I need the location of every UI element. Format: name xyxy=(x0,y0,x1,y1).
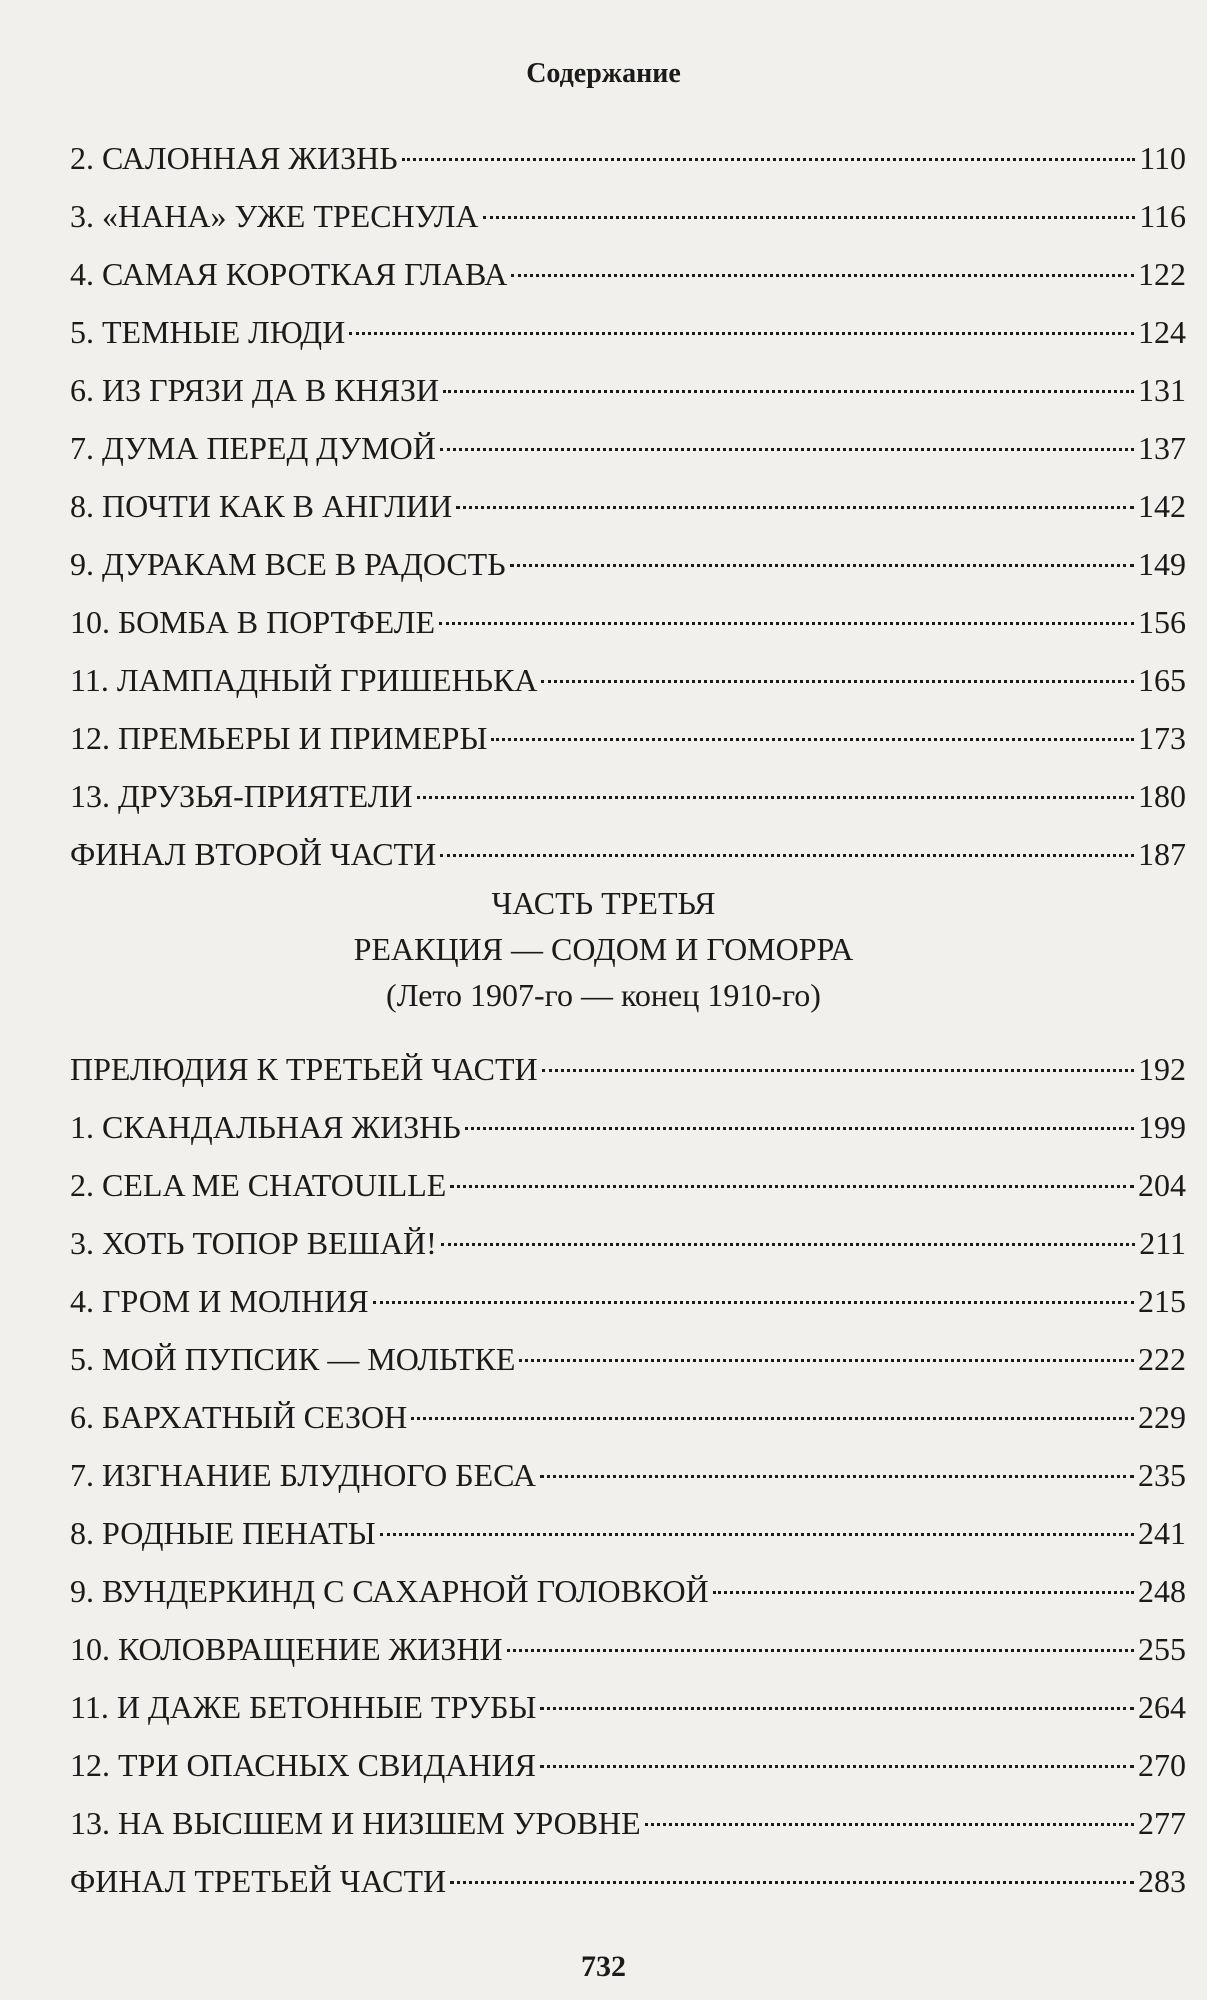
toc-entry-title: 13. ДРУЗЬЯ-ПРИЯТЕЛИ xyxy=(70,778,413,814)
dot-leader xyxy=(440,448,1134,451)
toc-entry-title: 5. ТЕМНЫЕ ЛЮДИ xyxy=(70,314,346,350)
toc-entry-page: 222 xyxy=(1138,1341,1186,1377)
dot-leader xyxy=(540,1475,1134,1478)
toc-entry-page: 277 xyxy=(1138,1805,1186,1841)
dot-leader xyxy=(541,680,1134,683)
toc-entry-page: 122 xyxy=(1138,256,1186,292)
dot-leader xyxy=(713,1591,1134,1594)
toc-entry[interactable] xyxy=(70,1214,1186,1272)
toc-entry[interactable] xyxy=(70,129,1186,187)
dot-leader xyxy=(441,1243,1135,1246)
dot-leader xyxy=(507,1649,1134,1652)
toc-entry-title: ФИНАЛ ТРЕТЬЕЙ ЧАСТИ xyxy=(70,1863,447,1899)
toc-entry[interactable] xyxy=(70,419,1186,477)
toc-entry-page: 204 xyxy=(1138,1167,1186,1203)
toc-entry-title: 7. ДУМА ПЕРЕД ДУМОЙ xyxy=(70,430,436,466)
toc-entry-page: 199 xyxy=(1138,1109,1186,1145)
toc-entry-title: 10. КОЛОВРАЩЕНИЕ ЖИЗНИ xyxy=(70,1631,503,1667)
part-three-heading xyxy=(0,880,1207,1018)
toc-entry-page: 235 xyxy=(1138,1457,1186,1493)
dot-leader xyxy=(417,796,1134,799)
page-number: 732 xyxy=(581,1950,626,1983)
toc-entry-page: 215 xyxy=(1138,1283,1186,1319)
toc-entry-page: 124 xyxy=(1138,314,1186,350)
toc-entry[interactable] xyxy=(70,535,1186,593)
toc-entry-page: 187 xyxy=(1138,836,1186,872)
toc-entry-page: 270 xyxy=(1138,1747,1186,1783)
toc-entry[interactable] xyxy=(70,825,1186,883)
dot-leader xyxy=(465,1127,1134,1130)
toc-entry-title: 9. ДУРАКАМ ВСЕ В РАДОСТЬ xyxy=(70,546,506,582)
toc-entry[interactable] xyxy=(70,1562,1186,1620)
toc-entry[interactable] xyxy=(70,245,1186,303)
toc-entry-page: 173 xyxy=(1138,720,1186,756)
dot-leader xyxy=(456,506,1134,509)
toc-entry-title: 12. ТРИ ОПАСНЫХ СВИДАНИЯ xyxy=(70,1747,536,1783)
toc-entry[interactable] xyxy=(70,477,1186,535)
toc-entry[interactable] xyxy=(70,1388,1186,1446)
toc-entry[interactable] xyxy=(70,1040,1186,1098)
dot-leader xyxy=(411,1417,1134,1420)
toc-entry-title: ПРЕЛЮДИЯ К ТРЕТЬЕЙ ЧАСТИ xyxy=(70,1051,538,1087)
toc-entry-title: 2. CELA ME CHATOUILLE xyxy=(70,1167,447,1203)
dot-leader xyxy=(519,1359,1134,1362)
dot-leader xyxy=(349,332,1134,335)
toc-entry-page: 192 xyxy=(1138,1051,1186,1087)
toc-entry-title: 10. БОМБА В ПОРТФЕЛЕ xyxy=(70,604,436,640)
toc-entry-title: 9. ВУНДЕРКИНД С САХАРНОЙ ГОЛОВКОЙ xyxy=(70,1573,709,1609)
toc-entry-page: 255 xyxy=(1138,1631,1186,1667)
toc-entry[interactable] xyxy=(70,1330,1186,1388)
toc-entry-title: 11. ЛАМПАДНЫЙ ГРИШЕНЬКА xyxy=(70,662,538,698)
toc-entry[interactable] xyxy=(70,361,1186,419)
toc-entry-title: 3. ХОТЬ ТОПОР ВЕШАЙ! xyxy=(70,1225,437,1261)
toc-entry[interactable] xyxy=(70,1620,1186,1678)
toc-entry-page: 149 xyxy=(1138,546,1186,582)
toc-entry-title: 6. ИЗ ГРЯЗИ ДА В КНЯЗИ xyxy=(70,372,440,408)
toc-entry-title: 4. ГРОМ И МОЛНИЯ xyxy=(70,1283,369,1319)
dot-leader xyxy=(373,1301,1134,1304)
dot-leader xyxy=(645,1823,1134,1826)
toc-entry-title: 3. «НАНА» УЖЕ ТРЕСНУЛА xyxy=(70,198,479,234)
dot-leader xyxy=(540,1765,1134,1768)
dot-leader xyxy=(510,564,1134,567)
toc-entry[interactable] xyxy=(70,1156,1186,1214)
toc-entry-page: 264 xyxy=(1138,1689,1186,1725)
toc-entry-title: ФИНАЛ ВТОРОЙ ЧАСТИ xyxy=(70,836,437,872)
toc-entry-page: 241 xyxy=(1138,1515,1186,1551)
toc-entry-title: 8. РОДНЫЕ ПЕНАТЫ xyxy=(70,1515,376,1551)
toc-entry[interactable] xyxy=(70,1852,1186,1910)
dot-leader xyxy=(402,158,1136,161)
toc-entry-page: 283 xyxy=(1138,1863,1186,1899)
toc-entry[interactable] xyxy=(70,767,1186,825)
toc-part-two xyxy=(70,129,1186,883)
toc-entry-title: 6. БАРХАТНЫЙ СЕЗОН xyxy=(70,1399,408,1435)
toc-entry[interactable] xyxy=(70,1794,1186,1852)
dot-leader xyxy=(440,854,1134,857)
toc-entry-title: 1. СКАНДАЛЬНАЯ ЖИЗНЬ xyxy=(70,1109,461,1145)
dot-leader xyxy=(439,622,1134,625)
part-period: (Лето 1907-го — конец 1910-го) xyxy=(386,977,821,1013)
toc-entry[interactable] xyxy=(70,1678,1186,1736)
toc-entry-page: 110 xyxy=(1139,140,1186,176)
toc-entry[interactable] xyxy=(70,1736,1186,1794)
dot-leader xyxy=(483,216,1136,219)
toc-entry-title: 5. МОЙ ПУПСИК — МОЛЬТКЕ xyxy=(70,1341,516,1377)
toc-entry-title: 7. ИЗГНАНИЕ БЛУДНОГО БЕСА xyxy=(70,1457,536,1493)
running-header: Содержание xyxy=(526,58,681,89)
dot-leader xyxy=(443,390,1134,393)
part-title: РЕАКЦИЯ — СОДОМ И ГОМОРРА xyxy=(353,931,854,967)
toc-entry-page: 137 xyxy=(1138,430,1186,466)
toc-entry-page: 131 xyxy=(1138,372,1186,408)
toc-entry-page: 211 xyxy=(1139,1225,1186,1261)
toc-entry-page: 229 xyxy=(1138,1399,1186,1435)
toc-entry[interactable] xyxy=(70,187,1186,245)
toc-entry-title: 4. САМАЯ КОРОТКАЯ ГЛАВА xyxy=(70,256,508,292)
toc-entry-page: 248 xyxy=(1138,1573,1186,1609)
part-label: ЧАСТЬ ТРЕТЬЯ xyxy=(491,885,716,921)
dot-leader xyxy=(380,1533,1134,1536)
dot-leader xyxy=(542,1069,1134,1072)
toc-entry[interactable] xyxy=(70,1504,1186,1562)
toc-entry-page: 165 xyxy=(1138,662,1186,698)
dot-leader xyxy=(511,274,1134,277)
toc-entry[interactable] xyxy=(70,1098,1186,1156)
toc-part-three xyxy=(70,1040,1186,1910)
dot-leader xyxy=(450,1185,1134,1188)
toc-entry[interactable] xyxy=(70,1272,1186,1330)
toc-entry-page: 156 xyxy=(1138,604,1186,640)
toc-entry-page: 142 xyxy=(1138,488,1186,524)
toc-entry[interactable] xyxy=(70,709,1186,767)
toc-entry-title: 11. И ДАЖЕ БЕТОННЫЕ ТРУБЫ xyxy=(70,1689,537,1725)
toc-entry[interactable] xyxy=(70,593,1186,651)
toc-entry-title: 13. НА ВЫСШЕМ И НИЗШЕМ УРОВНЕ xyxy=(70,1805,641,1841)
toc-entry-title: 8. ПОЧТИ КАК В АНГЛИИ xyxy=(70,488,453,524)
toc-entry-page: 116 xyxy=(1139,198,1186,234)
toc-entry[interactable] xyxy=(70,303,1186,361)
dot-leader xyxy=(540,1707,1134,1710)
toc-entry-page: 180 xyxy=(1138,778,1186,814)
toc-entry-title: 2. САЛОННАЯ ЖИЗНЬ xyxy=(70,140,398,176)
dot-leader xyxy=(491,738,1134,741)
dot-leader xyxy=(450,1881,1134,1884)
toc-entry[interactable] xyxy=(70,651,1186,709)
toc-entry-title: 12. ПРЕМЬЕРЫ И ПРИМЕРЫ xyxy=(70,720,488,756)
toc-entry[interactable] xyxy=(70,1446,1186,1504)
